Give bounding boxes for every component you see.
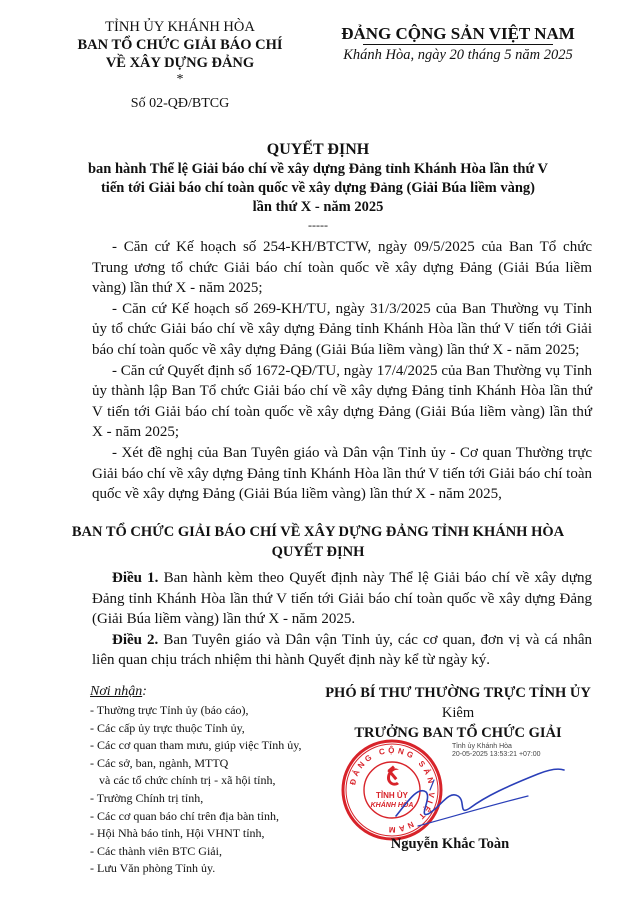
title-sub-line3: lần thứ X - năm 2025: [252, 199, 384, 215]
article-1: [92, 568, 592, 630]
recipient-item: - Trường Chính trị tỉnh,: [90, 790, 204, 805]
star-separator: *: [176, 72, 184, 87]
recipient-item: và các tổ chức chính trị - xã hội tỉnh,: [90, 773, 276, 788]
articles: [92, 568, 592, 671]
recipient-item: - Thường trực Tỉnh ủy (báo cáo),: [90, 703, 249, 717]
title-sub-line1: ban hành Thể lệ Giải báo chí về xây dựng Đảng tỉnh Khánh Hòa lần thứ V: [87, 161, 549, 177]
issuing-agency-block: [60, 18, 300, 113]
issuing-org-line2: VỀ XÂY DỰNG ĐẢNG: [105, 55, 255, 71]
recipient-item: - Hội Nhà báo tỉnh, Hội VHNT tỉnh,: [90, 826, 265, 841]
article-2-label: Điều 2.: [112, 631, 159, 648]
signer-position-2: TRƯỞNG BAN TỔ CHỨC GIẢI: [354, 725, 562, 741]
place-date: Khánh Hòa, ngày 20 tháng 5 năm 2025: [343, 47, 573, 63]
recipient-item: - Các thành viên BTC Giải,: [90, 843, 222, 858]
document-title: [60, 140, 576, 231]
document-number: Số 02-QĐ/BTCG: [130, 96, 230, 111]
title-sub-line2: tiến tới Giải báo chí toàn quốc về xây dựng Đảng (Giải Búa liềm vàng): [100, 180, 536, 196]
issuing-org-line1: BAN TỔ CHỨC GIẢI BÁO CHÍ: [77, 37, 283, 53]
title-separator: -----: [308, 218, 328, 232]
decision-heading: [60, 522, 576, 562]
digital-signer: Tỉnh ủy Khánh Hòa: [452, 743, 512, 750]
basis-paragraph: - Căn cứ Kế hoạch số 254-KH/BTCTW, ngày 09/5/2025 của Ban Tổ chức Trung ương tổ chức Giải báo chí toàn quốc về xây dựng Đảng (Giải Búa liềm vàng) lần thứ X - năm 2025;: [92, 239, 592, 297]
legal-basis: [92, 237, 592, 505]
article-2-text: Ban Tuyên giáo và Dân vận Tỉnh ủy, các cơ quan, đơn vị và cá nhân liên quan chịu trách nhiệm thi hành Quyết định này kể từ ngày ký.: [92, 631, 593, 669]
title-main: QUYẾT ĐỊNH: [266, 141, 370, 158]
committee-name: BAN TỔ CHỨC GIẢI BÁO CHÍ VỀ XÂY DỰNG ĐẢNG TỈNH KHÁNH HÒA: [71, 524, 565, 540]
recipients-list: [90, 702, 340, 878]
signer-concurrent: Kiêm: [441, 705, 475, 721]
basis-paragraph: - Căn cứ Kế hoạch số 269-KH/TU, ngày 31/3/2025 của Ban Thường vụ Tỉnh ủy tổ chức Giải báo chí về xây dựng Đảng tỉnh Khánh Hòa lần thứ V tiến tới Giải báo chí toàn quốc về xây dựng Đảng (Giải Búa liềm vàng) lần thứ X - năm 2025;: [92, 300, 592, 358]
recipient-item: - Lưu Văn phòng Tỉnh ủy.: [90, 861, 216, 876]
recipients-colon: :: [142, 684, 147, 699]
recipients-label-row: [90, 683, 340, 701]
article-2: [92, 630, 592, 671]
party-block: [318, 24, 598, 65]
signature-block: [318, 683, 598, 743]
seal-center-line1: TỈNH ỦY: [376, 791, 408, 800]
digital-signature-info: [452, 743, 612, 759]
party-name: ĐẢNG CỘNG SẢN VIỆT NAM: [341, 24, 575, 43]
seal-ring-text: ĐẢNG CỘNG SẢN VIỆT NAM: [348, 745, 437, 835]
parent-org: TỈNH ỦY KHÁNH HÒA: [105, 19, 255, 35]
recipients: [90, 683, 340, 878]
signer-name: Nguyễn Khắc Toàn: [390, 836, 510, 852]
recipient-item: - Các cấp ủy trực thuộc Tỉnh ủy,: [90, 720, 245, 735]
digital-timestamp: 20-05-2025 13:53:21 +07:00: [452, 751, 541, 758]
recipients-label: Nơi nhận: [90, 684, 143, 699]
handwritten-signature-icon: [388, 756, 568, 836]
recipient-item: - Các cơ quan báo chí trên địa bàn tỉnh,: [90, 808, 279, 823]
recipient-item: - Các cơ quan tham mưu, giúp việc Tỉnh ủy,: [90, 738, 302, 753]
basis-paragraph: - Căn cứ Quyết định số 1672-QĐ/TU, ngày 17/4/2025 của Ban Thường vụ Tỉnh ủy thành lập Ban Tổ chức Giải báo chí về xây dựng Đảng tỉnh Khánh Hòa lần thứ V tiến tới Giải báo chí toàn quốc về xây dựng Đảng (Giải Búa liềm vàng) lần thứ X - năm 2025;: [92, 362, 592, 441]
signer-position-1: PHÓ BÍ THƯ THƯỜNG TRỰC TỈNH ỦY: [325, 685, 591, 701]
seal-center-line2: KHÁNH HÒA: [370, 802, 414, 809]
article-1-label: Điều 1.: [112, 570, 159, 586]
article-1-text: Ban hành kèm theo Quyết định này Thể lệ Giải báo chí về xây dựng Đảng tỉnh Khánh Hòa lần thứ V tiến tới Giải báo chí toàn quốc về xây dựng Đảng (Giải Búa liềm vàng) lần thứ X - năm 2025.: [92, 570, 592, 628]
basis-paragraph: - Xét đề nghị của Ban Tuyên giáo và Dân vận Tỉnh ủy - Cơ quan Thường trực Giải báo chí về xây dựng Đảng tỉnh Khánh Hòa lần thứ V tiến tới Giải báo chí toàn quốc về xây dựng Đảng (Giải Búa liềm vàng) lần thứ X - năm 2025,: [92, 444, 592, 503]
decision-label: QUYẾT ĐỊNH: [271, 544, 365, 560]
recipient-item: - Các sở, ban, ngành, MTTQ: [90, 755, 229, 770]
